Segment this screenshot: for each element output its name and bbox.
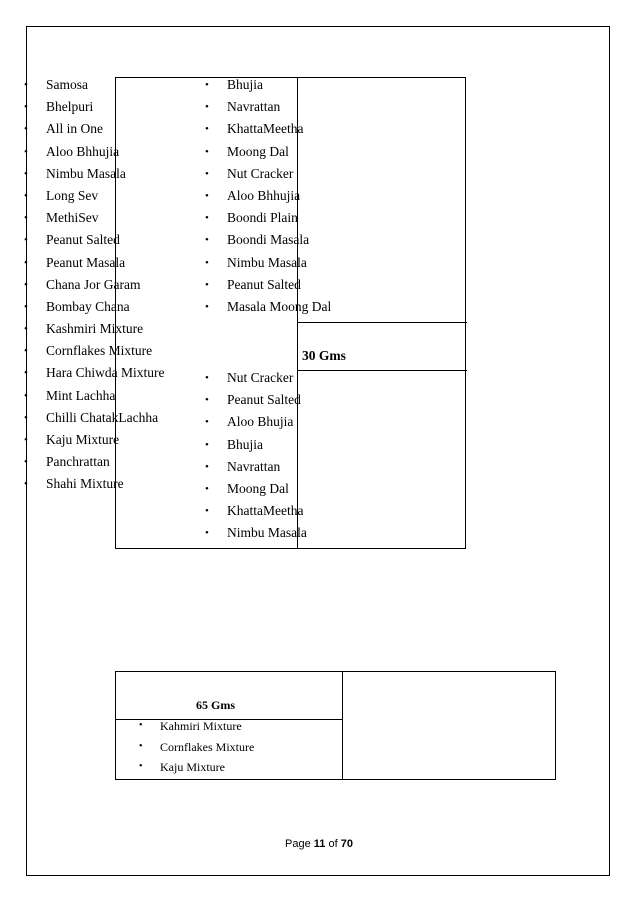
bullet-icon: • [205, 256, 209, 269]
bullet-icon: • [205, 438, 209, 451]
bullet-icon: • [205, 145, 209, 158]
list-item-label: Peanut Salted [46, 232, 120, 248]
bullet-icon: • [205, 167, 209, 180]
bullet-icon: • [24, 411, 28, 424]
list-item-label: Cornflakes Mixture [46, 343, 153, 359]
list-item-label: Kaju Mixture [46, 432, 120, 447]
list-item-label: Bhujia [227, 77, 263, 92]
list-item-label: Kahmiri Mixture [160, 719, 242, 733]
bullet-icon: • [205, 212, 209, 225]
row-divider-heading [297, 370, 467, 371]
bullet-icon: • [139, 740, 143, 752]
list-item-label: Nimbu Masala [227, 525, 307, 541]
list-item-label: Chana Jor Garam [46, 276, 141, 292]
bullet-icon: • [24, 167, 28, 180]
bullet-icon: • [205, 123, 209, 136]
column-divider [342, 672, 343, 779]
bullet-icon: • [24, 367, 28, 380]
list-item-label: Nimbu Masala [46, 165, 126, 181]
bullet-icon: • [24, 434, 28, 446]
list-item-label: Masala Moong Dal [227, 298, 332, 314]
list-item-label: Aloo Bhhujia [46, 143, 120, 159]
list-item-label: Moong Dal [227, 143, 289, 159]
bullet-icon: • [205, 416, 209, 429]
bullet-icon: • [24, 278, 28, 291]
list-item-label: Moong Dal [227, 480, 289, 496]
bullet-icon: • [205, 300, 209, 313]
bullet-icon: • [205, 101, 209, 114]
bullet-icon: • [24, 212, 28, 225]
list-item-label: Kaju Mixture [160, 760, 225, 774]
list-item-label: Hara Chiwda Mixture [46, 365, 165, 381]
bullet-icon: • [24, 189, 28, 202]
list-item-label: Bhujia [227, 436, 263, 452]
list-item-label: Peanut Salted [227, 276, 301, 292]
bullet-icon: • [24, 123, 28, 136]
bullet-icon: • [205, 278, 209, 291]
list-item-label: Chilli ChatakLachha [46, 409, 159, 425]
list-item-label: Bombay Chana [46, 298, 130, 314]
list-item-label: Bhelpuri [46, 99, 94, 115]
bullet-icon: • [24, 79, 28, 91]
list-item-label: Navrattan [227, 99, 281, 115]
section-heading-30-gms: 30 Gms [302, 348, 346, 363]
bullet-icon: • [205, 372, 209, 384]
footer-total-pages: 70 [340, 838, 353, 850]
list-item-label: Nut Cracker [227, 370, 294, 385]
list-item-label: Boondi Plain [227, 210, 298, 226]
bullet-icon: • [205, 505, 209, 518]
bullet-icon: • [139, 720, 143, 731]
bullet-icon: • [24, 234, 28, 247]
bullet-icon: • [205, 460, 209, 473]
list-item-label: Cornflakes Mixture [160, 739, 255, 754]
list-item-label: All in One [46, 121, 103, 137]
bullet-icon: • [24, 101, 28, 114]
list-item-label: Nimbu Masala [227, 254, 307, 270]
list-item-label: Peanut Salted [227, 392, 301, 408]
list-item-label: Navrattan [227, 458, 281, 474]
bullet-icon: • [24, 323, 28, 336]
list-item-label: Long Sev [46, 187, 99, 203]
bullet-icon: • [205, 527, 209, 540]
list-item-label: Kashmiri Mixture [46, 321, 144, 337]
footer-prefix: Page [285, 838, 311, 850]
page-footer [0, 837, 638, 851]
bullet-icon: • [205, 189, 209, 202]
bullet-icon: • [205, 394, 209, 407]
list-item-label: Aloo Bhhujia [227, 187, 301, 203]
list-item-label: Aloo Bhujia [227, 414, 294, 430]
list-item-label: Boondi Masala [227, 232, 310, 248]
section-heading-65-gms: 65 Gms [196, 698, 235, 712]
bullet-icon: • [24, 256, 28, 269]
row-divider-top [297, 322, 467, 323]
bullet-icon: • [205, 234, 209, 247]
bullet-icon: • [24, 478, 28, 491]
list-item-label: KhattaMeetha [227, 121, 304, 137]
bullet-icon: • [139, 761, 143, 772]
bullet-icon: • [205, 79, 209, 91]
list-item-label: Shahi Mixture [46, 476, 124, 492]
list-item-label: Mint Lachha [46, 387, 116, 403]
list-item-label: Peanut Masala [46, 254, 126, 270]
bullet-icon: • [24, 300, 28, 313]
list-item-label: KhattaMeetha [227, 503, 304, 519]
footer-of: of [328, 838, 338, 850]
bullet-icon: • [24, 145, 28, 158]
list-item-label: Nut Cracker [227, 165, 294, 181]
list-item-label: Panchrattan [46, 454, 110, 470]
bullet-icon: • [24, 389, 28, 402]
list-item-label: MethiSev [46, 210, 99, 226]
footer-current-page: 11 [313, 838, 326, 850]
list-item-label: Samosa [46, 77, 88, 92]
bullet-icon: • [205, 482, 209, 495]
bullet-icon: • [24, 456, 28, 469]
bullet-icon: • [24, 345, 28, 358]
